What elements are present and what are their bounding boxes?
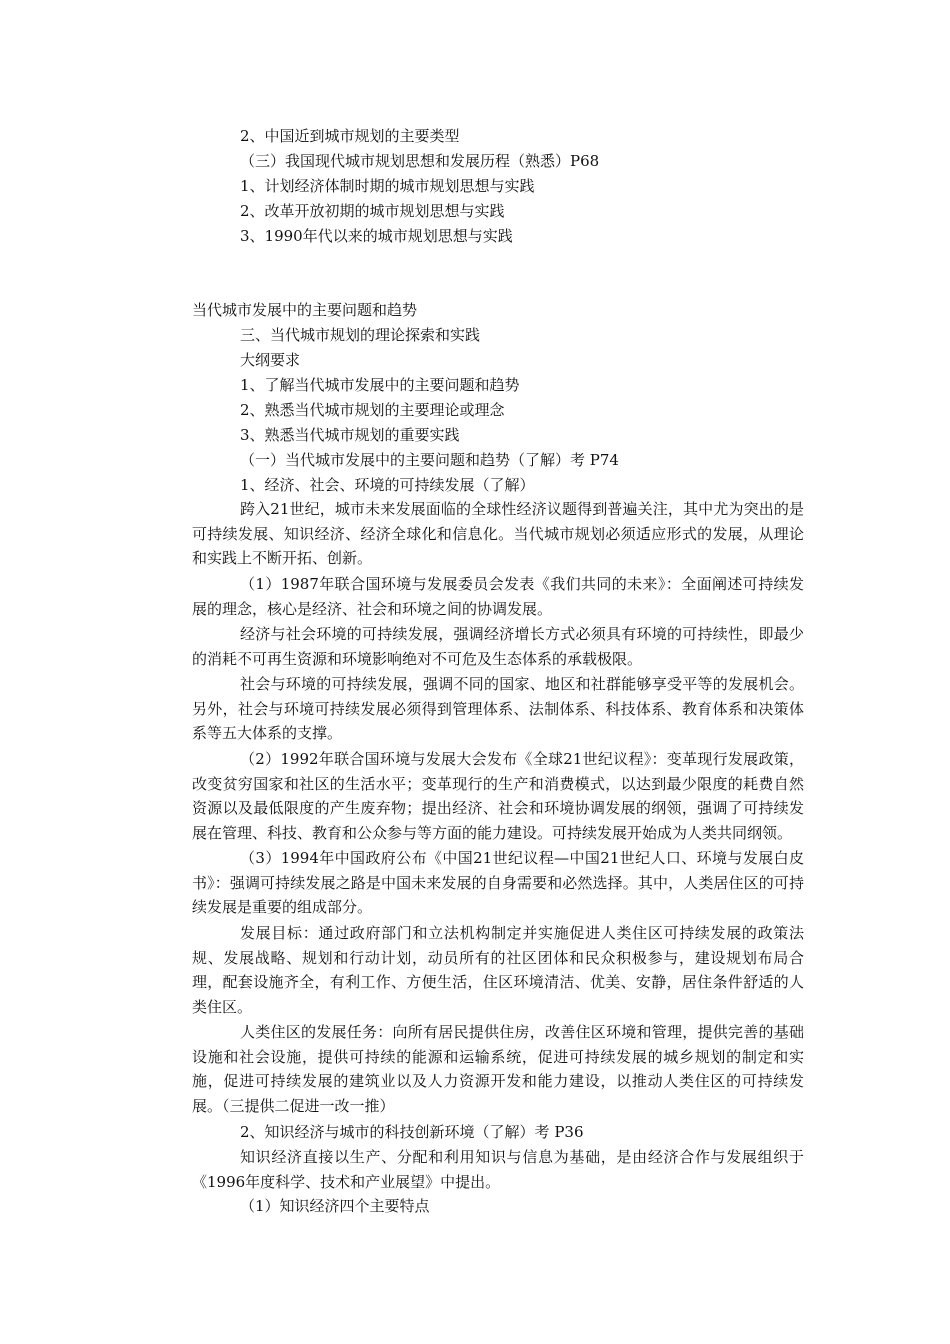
list-item: （1）知识经济四个主要特点 (240, 1197, 430, 1215)
body-paragraph: 社会与环境的可持续发展，强调不同的国家、地区和社群能够享受平等的发展机会。另外，社会与环境可持续发展必须得到管理体系、法制体系、科技体系、教育体系和决策体系等五大体系的支撑。 (192, 675, 804, 743)
chapter-heading: 三、当代城市规划的理论探索和实践 (240, 326, 481, 344)
body-paragraph: 经济与社会环境的可持续发展，强调经济增长方式必须具有环境的可持续性，即最少的消耗不可再生资源和环境影响绝对不可危及生态体系的承载极限。 (192, 625, 804, 668)
list-item: 1、了解当代城市发展中的主要问题和趋势 (240, 376, 520, 394)
subsection-heading: 2、知识经济与城市的科技创新环境（了解）考 P36 (240, 1123, 584, 1141)
body-paragraph: （2）1992年联合国环境与发展大会发布《全球21世纪议程》：变革现行发展政策，改变贫穷国家和社区的生活水平；变革现行的生产和消费模式，以达到最少限度的耗费自然资源以及最低限度的产生废弃物；提出经济、社会和环境协调发展的纲领，强调了可持续发展在管理、科技、教育和公众参与等方面的能力建设。可持续发展开始成为人类共同纲领。 (192, 750, 804, 843)
body-paragraph: 人类住区的发展任务：向所有居民提供住房，改善住区环境和管理，提供完善的基础设施和社会设施，提供可持续的能源和运输系统，促进可持续发展的城乡规划的制定和实施，促进可持续发展的建筑业以及人力资源开发和能力建设，以推动人类住区的可持续发展。（三提供二促进一改一推） (192, 1023, 804, 1116)
body-paragraph: （3）1994年中国政府公布《中国21世纪议程—中国21世纪人口、环境与发展白皮书》：强调可持续发展之路是中国未来发展的自身需要和必然选择。其中，人类居住区的可持续发展是重要的组成部分。 (192, 849, 804, 917)
list-item: 3、熟悉当代城市规划的重要实践 (240, 426, 460, 444)
list-item: 2、改革开放初期的城市规划思想与实践 (240, 202, 505, 220)
body-paragraph: （1）1987年联合国环境与发展委员会发表《我们共同的未来》：全面阐述可持续发展的理念，核心是经济、社会和环境之间的协调发展。 (192, 575, 804, 618)
subsection-heading: 1、经济、社会、环境的可持续发展（了解） (240, 476, 535, 494)
outline-heading: 大纲要求 (240, 351, 301, 369)
list-item: 2、熟悉当代城市规划的主要理论或理念 (240, 401, 505, 419)
body-paragraph: 发展目标：通过政府部门和立法机构制定并实施促进人类住区可持续发展的政策法规、发展战略、规划和行动计划，动员所有的社区团体和民众积极参与，建设规划布局合理，配套设施齐全，有利工作、方便生活，住区环境清洁、优美、安静，居住条件舒适的人类住区。 (192, 924, 804, 1017)
section-heading: （三）我国现代城市规划思想和发展历程（熟悉）P68 (240, 152, 600, 170)
list-item: 2、中国近到城市规划的主要类型 (240, 127, 460, 145)
list-item: 1、计划经济体制时期的城市规划思想与实践 (240, 177, 535, 195)
section-heading: （一）当代城市发展中的主要问题和趋势（了解）考 P74 (240, 451, 619, 469)
list-item: 3、1990年代以来的城市规划思想与实践 (240, 227, 513, 245)
body-paragraph: 知识经济直接以生产、分配和利用知识与信息为基础，是由经济合作与发展组织于《1996年度科学、技术和产业展望》中提出。 (192, 1148, 804, 1191)
body-paragraph: 跨入21世纪，城市未来发展面临的全球性经济议题得到普遍关注，其中尤为突出的是可持续发展、知识经济、经济全球化和信息化。当代城市规划必须适应形式的发展，从理论和实践上不断开拓、创新。 (192, 500, 804, 568)
topic-heading: 当代城市发展中的主要问题和趋势 (192, 301, 418, 319)
